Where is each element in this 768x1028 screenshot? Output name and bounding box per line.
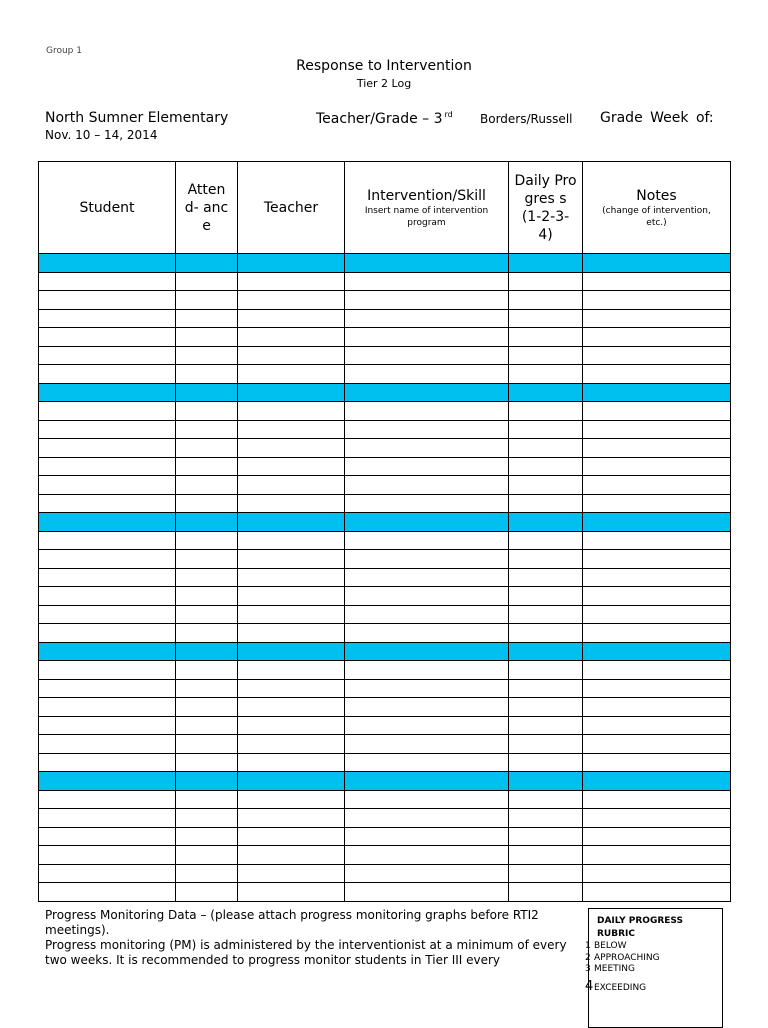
table-cell[interactable] xyxy=(238,587,345,606)
table-cell[interactable] xyxy=(583,661,731,680)
table-cell[interactable] xyxy=(583,753,731,772)
table-cell[interactable] xyxy=(39,698,176,717)
table-cell[interactable] xyxy=(583,605,731,624)
table-cell[interactable] xyxy=(176,864,238,883)
footer-line-2: Progress monitoring (PM) is administered by the interventionist at a minimum of every two weeks. It is recommended to progress monitor students in Tier III every xyxy=(45,938,567,967)
table-cell[interactable] xyxy=(238,365,345,384)
table-cell[interactable] xyxy=(39,420,176,439)
table-cell[interactable] xyxy=(509,531,583,550)
table-cell[interactable] xyxy=(345,291,509,310)
table-cell[interactable] xyxy=(509,753,583,772)
table-row xyxy=(39,605,731,624)
table-cell[interactable] xyxy=(238,846,345,865)
group-separator-cell xyxy=(238,513,345,532)
table-cell[interactable] xyxy=(176,753,238,772)
table-cell[interactable] xyxy=(39,346,176,365)
col-teacher-label: Teacher xyxy=(263,199,319,216)
table-cell[interactable] xyxy=(238,568,345,587)
table-cell[interactable] xyxy=(345,402,509,421)
table-row xyxy=(39,291,731,310)
table-row xyxy=(39,864,731,883)
table-cell[interactable] xyxy=(345,883,509,902)
table-row xyxy=(39,753,731,772)
table-body xyxy=(39,254,731,902)
table-row xyxy=(39,476,731,495)
table-cell[interactable] xyxy=(176,309,238,328)
rubric-label: APPROACHING xyxy=(594,953,660,963)
table-cell[interactable] xyxy=(176,624,238,643)
table-cell[interactable] xyxy=(509,790,583,809)
table-cell[interactable] xyxy=(583,420,731,439)
table-cell[interactable] xyxy=(509,457,583,476)
table-row xyxy=(39,272,731,291)
table-cell[interactable] xyxy=(345,716,509,735)
group-separator-cell xyxy=(583,254,731,273)
table-cell[interactable] xyxy=(238,531,345,550)
table-row xyxy=(39,679,731,698)
group-separator-cell xyxy=(583,642,731,661)
table-cell[interactable] xyxy=(238,309,345,328)
table-cell[interactable] xyxy=(345,809,509,828)
table-cell[interactable] xyxy=(583,624,731,643)
table-cell[interactable] xyxy=(583,864,731,883)
table-cell[interactable] xyxy=(509,864,583,883)
table-row xyxy=(39,439,731,458)
table-cell[interactable] xyxy=(176,587,238,606)
table-cell[interactable] xyxy=(176,291,238,310)
table-row xyxy=(39,420,731,439)
table-cell[interactable] xyxy=(509,476,583,495)
table-cell[interactable] xyxy=(583,550,731,569)
table-row xyxy=(39,402,731,421)
table-row xyxy=(39,309,731,328)
table-cell[interactable] xyxy=(176,550,238,569)
table-cell[interactable] xyxy=(39,809,176,828)
group-separator-cell xyxy=(39,772,176,791)
table-cell[interactable] xyxy=(176,420,238,439)
page-title: Response to Intervention xyxy=(296,58,472,74)
group-separator-cell xyxy=(238,772,345,791)
table-row xyxy=(39,494,731,513)
table-row xyxy=(39,883,731,902)
group-separator-row xyxy=(39,642,731,661)
group-separator-cell xyxy=(39,383,176,402)
group-separator-cell xyxy=(345,772,509,791)
table-cell[interactable] xyxy=(583,402,731,421)
teacher-grade-label xyxy=(316,110,453,127)
table-row xyxy=(39,827,731,846)
table-cell[interactable] xyxy=(345,753,509,772)
table-cell[interactable] xyxy=(345,272,509,291)
table-cell[interactable] xyxy=(176,272,238,291)
table-cell[interactable] xyxy=(509,439,583,458)
table-cell[interactable] xyxy=(509,291,583,310)
table-cell[interactable] xyxy=(39,587,176,606)
group-separator-cell xyxy=(509,254,583,273)
table-row xyxy=(39,735,731,754)
table-cell[interactable] xyxy=(583,568,731,587)
table-cell[interactable] xyxy=(238,698,345,717)
table-cell[interactable] xyxy=(345,420,509,439)
table-cell[interactable] xyxy=(39,309,176,328)
table-cell[interactable] xyxy=(345,624,509,643)
table-cell[interactable] xyxy=(583,328,731,347)
table-cell[interactable] xyxy=(583,809,731,828)
table-row xyxy=(39,624,731,643)
group-separator-cell xyxy=(345,383,509,402)
table-cell[interactable] xyxy=(583,365,731,384)
table-cell[interactable] xyxy=(39,365,176,384)
col-progress-label: Daily Progres s xyxy=(514,172,577,207)
table-cell[interactable] xyxy=(238,328,345,347)
table-cell[interactable] xyxy=(583,716,731,735)
table-cell[interactable] xyxy=(583,846,731,865)
table-cell[interactable] xyxy=(39,846,176,865)
col-attendance-label: Atten d- ance xyxy=(184,181,229,234)
group-separator-cell xyxy=(176,513,238,532)
group-separator-cell xyxy=(176,254,238,273)
table-cell[interactable] xyxy=(238,272,345,291)
group-separator-cell xyxy=(509,383,583,402)
table-cell[interactable] xyxy=(39,864,176,883)
table-cell[interactable] xyxy=(583,476,731,495)
table-row xyxy=(39,587,731,606)
table-cell[interactable] xyxy=(176,494,238,513)
table-cell[interactable] xyxy=(39,624,176,643)
table-cell[interactable] xyxy=(509,272,583,291)
table-cell[interactable] xyxy=(238,753,345,772)
teacher-names: Borders/Russell xyxy=(480,112,573,126)
table-cell[interactable] xyxy=(39,790,176,809)
table-row xyxy=(39,661,731,680)
table-row xyxy=(39,346,731,365)
table-cell[interactable] xyxy=(176,735,238,754)
table-cell[interactable] xyxy=(176,679,238,698)
rubric-num: 3 xyxy=(585,964,591,974)
group-separator-cell xyxy=(39,642,176,661)
col-student xyxy=(39,162,176,254)
table-cell[interactable] xyxy=(583,439,731,458)
rubric-item-approaching xyxy=(585,953,660,963)
group-separator-cell xyxy=(583,772,731,791)
group-separator-cell xyxy=(345,642,509,661)
group-separator-row xyxy=(39,513,731,532)
table-row xyxy=(39,457,731,476)
table-cell[interactable] xyxy=(39,494,176,513)
table-cell[interactable] xyxy=(176,716,238,735)
table-cell[interactable] xyxy=(176,568,238,587)
school-name: North Sumner Elementary xyxy=(45,110,229,126)
col-teacher xyxy=(238,162,345,254)
group-separator-cell xyxy=(509,513,583,532)
table-cell[interactable] xyxy=(583,309,731,328)
table-cell[interactable] xyxy=(345,550,509,569)
table-cell[interactable] xyxy=(583,698,731,717)
table-cell[interactable] xyxy=(39,531,176,550)
group-separator-cell xyxy=(176,772,238,791)
table-cell[interactable] xyxy=(345,605,509,624)
table-cell[interactable] xyxy=(345,864,509,883)
grade-week-label: Grade Week of: xyxy=(600,110,714,126)
table-cell[interactable] xyxy=(345,457,509,476)
table-cell[interactable] xyxy=(345,790,509,809)
group-separator-cell xyxy=(39,254,176,273)
col-intervention-note: Insert name of intervention program xyxy=(364,205,489,228)
col-intervention-label: Intervention/Skill xyxy=(367,187,486,204)
group-separator-cell xyxy=(176,642,238,661)
table-cell[interactable] xyxy=(176,827,238,846)
group-separator-cell xyxy=(39,513,176,532)
table-cell[interactable] xyxy=(509,420,583,439)
table-cell[interactable] xyxy=(583,272,731,291)
group-separator-cell xyxy=(509,642,583,661)
table-row xyxy=(39,716,731,735)
table-cell[interactable] xyxy=(238,402,345,421)
table-cell[interactable] xyxy=(39,716,176,735)
table-cell[interactable] xyxy=(583,883,731,902)
table-cell[interactable] xyxy=(509,328,583,347)
table-cell[interactable] xyxy=(509,550,583,569)
group-separator-row xyxy=(39,254,731,273)
table-cell[interactable] xyxy=(583,457,731,476)
table-cell[interactable] xyxy=(238,494,345,513)
table-cell[interactable] xyxy=(238,809,345,828)
rubric-num: 2 xyxy=(585,953,591,963)
table-cell[interactable] xyxy=(39,605,176,624)
table-cell[interactable] xyxy=(509,309,583,328)
table-cell[interactable] xyxy=(176,698,238,717)
table-cell[interactable] xyxy=(238,624,345,643)
table-cell[interactable] xyxy=(176,883,238,902)
table-cell[interactable] xyxy=(176,531,238,550)
table-cell[interactable] xyxy=(345,568,509,587)
table-cell[interactable] xyxy=(583,291,731,310)
table-cell[interactable] xyxy=(39,272,176,291)
grade-superscript: rd xyxy=(444,110,453,119)
group-separator-cell xyxy=(345,254,509,273)
week-dates: Nov. 10 – 14, 2014 xyxy=(45,128,158,142)
table-cell[interactable] xyxy=(509,661,583,680)
rubric-label: BELOW xyxy=(594,941,627,951)
col-progress-scale: (1-2-3- 4) xyxy=(521,208,570,243)
table-cell[interactable] xyxy=(39,457,176,476)
table-cell[interactable] xyxy=(238,605,345,624)
group-separator-cell xyxy=(509,772,583,791)
table-cell[interactable] xyxy=(176,365,238,384)
table-cell[interactable] xyxy=(345,494,509,513)
table-cell[interactable] xyxy=(583,494,731,513)
col-notes-note: (change of intervention, etc.) xyxy=(602,205,711,228)
table-cell[interactable] xyxy=(39,753,176,772)
table-cell[interactable] xyxy=(345,698,509,717)
table-cell[interactable] xyxy=(39,735,176,754)
table-row xyxy=(39,550,731,569)
table-cell[interactable] xyxy=(509,883,583,902)
table-cell[interactable] xyxy=(509,827,583,846)
progress-rubric-box xyxy=(585,908,723,1028)
table-cell[interactable] xyxy=(238,827,345,846)
table-cell[interactable] xyxy=(345,735,509,754)
table-cell[interactable] xyxy=(583,827,731,846)
group-separator-cell xyxy=(238,254,345,273)
rubric-item-below xyxy=(585,941,627,951)
col-attendance xyxy=(176,162,238,254)
table-cell[interactable] xyxy=(509,624,583,643)
teacher-grade-text: Teacher/Grade – 3 xyxy=(316,111,443,127)
table-row xyxy=(39,531,731,550)
table-cell[interactable] xyxy=(509,402,583,421)
table-cell[interactable] xyxy=(509,605,583,624)
table-cell[interactable] xyxy=(583,679,731,698)
table-cell[interactable] xyxy=(39,679,176,698)
table-row xyxy=(39,365,731,384)
table-cell[interactable] xyxy=(238,790,345,809)
tier2-log-table xyxy=(38,161,731,902)
table-cell[interactable] xyxy=(509,568,583,587)
table-cell[interactable] xyxy=(176,790,238,809)
table-cell[interactable] xyxy=(345,476,509,495)
col-progress xyxy=(509,162,583,254)
rubric-label: EXCEEDING xyxy=(594,983,647,993)
table-cell[interactable] xyxy=(345,679,509,698)
table-cell[interactable] xyxy=(176,402,238,421)
table-cell[interactable] xyxy=(345,827,509,846)
table-cell[interactable] xyxy=(176,661,238,680)
table-cell[interactable] xyxy=(238,883,345,902)
footer-line-1: Progress Monitoring Data – (please attach progress monitoring graphs before RTI2 meetings). xyxy=(45,908,539,937)
col-intervention xyxy=(345,162,509,254)
table-cell[interactable] xyxy=(176,846,238,865)
table-header-row xyxy=(39,162,731,254)
table-cell[interactable] xyxy=(39,550,176,569)
table-cell[interactable] xyxy=(583,735,731,754)
table-cell[interactable] xyxy=(39,568,176,587)
table-cell[interactable] xyxy=(176,439,238,458)
table-row xyxy=(39,846,731,865)
rubric-num: 1 xyxy=(585,941,591,951)
table-cell[interactable] xyxy=(583,790,731,809)
table-cell[interactable] xyxy=(39,402,176,421)
table-cell[interactable] xyxy=(238,420,345,439)
table-cell[interactable] xyxy=(238,457,345,476)
table-cell[interactable] xyxy=(509,809,583,828)
table-cell[interactable] xyxy=(345,309,509,328)
group-separator-cell xyxy=(238,642,345,661)
table-cell[interactable] xyxy=(238,476,345,495)
table-cell[interactable] xyxy=(238,864,345,883)
table-cell[interactable] xyxy=(176,346,238,365)
table-cell[interactable] xyxy=(583,346,731,365)
table-cell[interactable] xyxy=(509,365,583,384)
table-cell[interactable] xyxy=(176,809,238,828)
table-cell[interactable] xyxy=(345,328,509,347)
col-notes xyxy=(583,162,731,254)
table-cell[interactable] xyxy=(39,291,176,310)
group-separator-cell xyxy=(345,513,509,532)
table-cell[interactable] xyxy=(509,716,583,735)
table-cell[interactable] xyxy=(176,328,238,347)
table-row xyxy=(39,809,731,828)
table-cell[interactable] xyxy=(238,346,345,365)
rubric-item-meeting xyxy=(585,964,635,974)
table-cell[interactable] xyxy=(345,661,509,680)
table-cell[interactable] xyxy=(238,735,345,754)
table-cell[interactable] xyxy=(39,439,176,458)
table-cell[interactable] xyxy=(509,846,583,865)
table-row xyxy=(39,790,731,809)
table-cell[interactable] xyxy=(345,587,509,606)
table-cell[interactable] xyxy=(509,735,583,754)
group-separator-cell xyxy=(583,383,731,402)
table-cell[interactable] xyxy=(176,476,238,495)
group-separator-row xyxy=(39,383,731,402)
table-cell[interactable] xyxy=(583,587,731,606)
group-separator-cell xyxy=(238,383,345,402)
table-cell[interactable] xyxy=(39,827,176,846)
table-cell[interactable] xyxy=(238,661,345,680)
group-separator-row xyxy=(39,772,731,791)
table-row xyxy=(39,698,731,717)
table-cell[interactable] xyxy=(509,679,583,698)
col-notes-label: Notes xyxy=(636,187,677,204)
group-label: Group 1 xyxy=(46,46,82,56)
table-row xyxy=(39,328,731,347)
table-cell[interactable] xyxy=(39,328,176,347)
table-cell[interactable] xyxy=(39,661,176,680)
table-cell[interactable] xyxy=(39,883,176,902)
table-cell[interactable] xyxy=(509,698,583,717)
table-cell[interactable] xyxy=(345,531,509,550)
page-subtitle: Tier 2 Log xyxy=(356,77,412,90)
table-cell[interactable] xyxy=(176,605,238,624)
table-cell[interactable] xyxy=(345,346,509,365)
table-cell[interactable] xyxy=(238,550,345,569)
table-cell[interactable] xyxy=(345,365,509,384)
rubric-item-exceeding xyxy=(585,979,646,994)
table-cell[interactable] xyxy=(238,291,345,310)
table-row xyxy=(39,568,731,587)
table-cell[interactable] xyxy=(39,476,176,495)
rubric-label: MEETING xyxy=(594,964,635,974)
group-separator-cell xyxy=(583,513,731,532)
table-cell[interactable] xyxy=(238,716,345,735)
footer-text xyxy=(45,908,575,968)
table-cell[interactable] xyxy=(345,846,509,865)
table-cell[interactable] xyxy=(509,494,583,513)
table-cell[interactable] xyxy=(583,531,731,550)
table-cell[interactable] xyxy=(176,457,238,476)
table-cell[interactable] xyxy=(238,679,345,698)
table-cell[interactable] xyxy=(509,587,583,606)
table-cell[interactable] xyxy=(345,439,509,458)
group-separator-cell xyxy=(176,383,238,402)
table-cell[interactable] xyxy=(509,346,583,365)
col-student-label: Student xyxy=(79,199,135,216)
table-cell[interactable] xyxy=(238,439,345,458)
rubric-num: 4 xyxy=(585,979,594,994)
rubric-title: DAILY PROGRESS RUBRIC xyxy=(597,916,683,939)
